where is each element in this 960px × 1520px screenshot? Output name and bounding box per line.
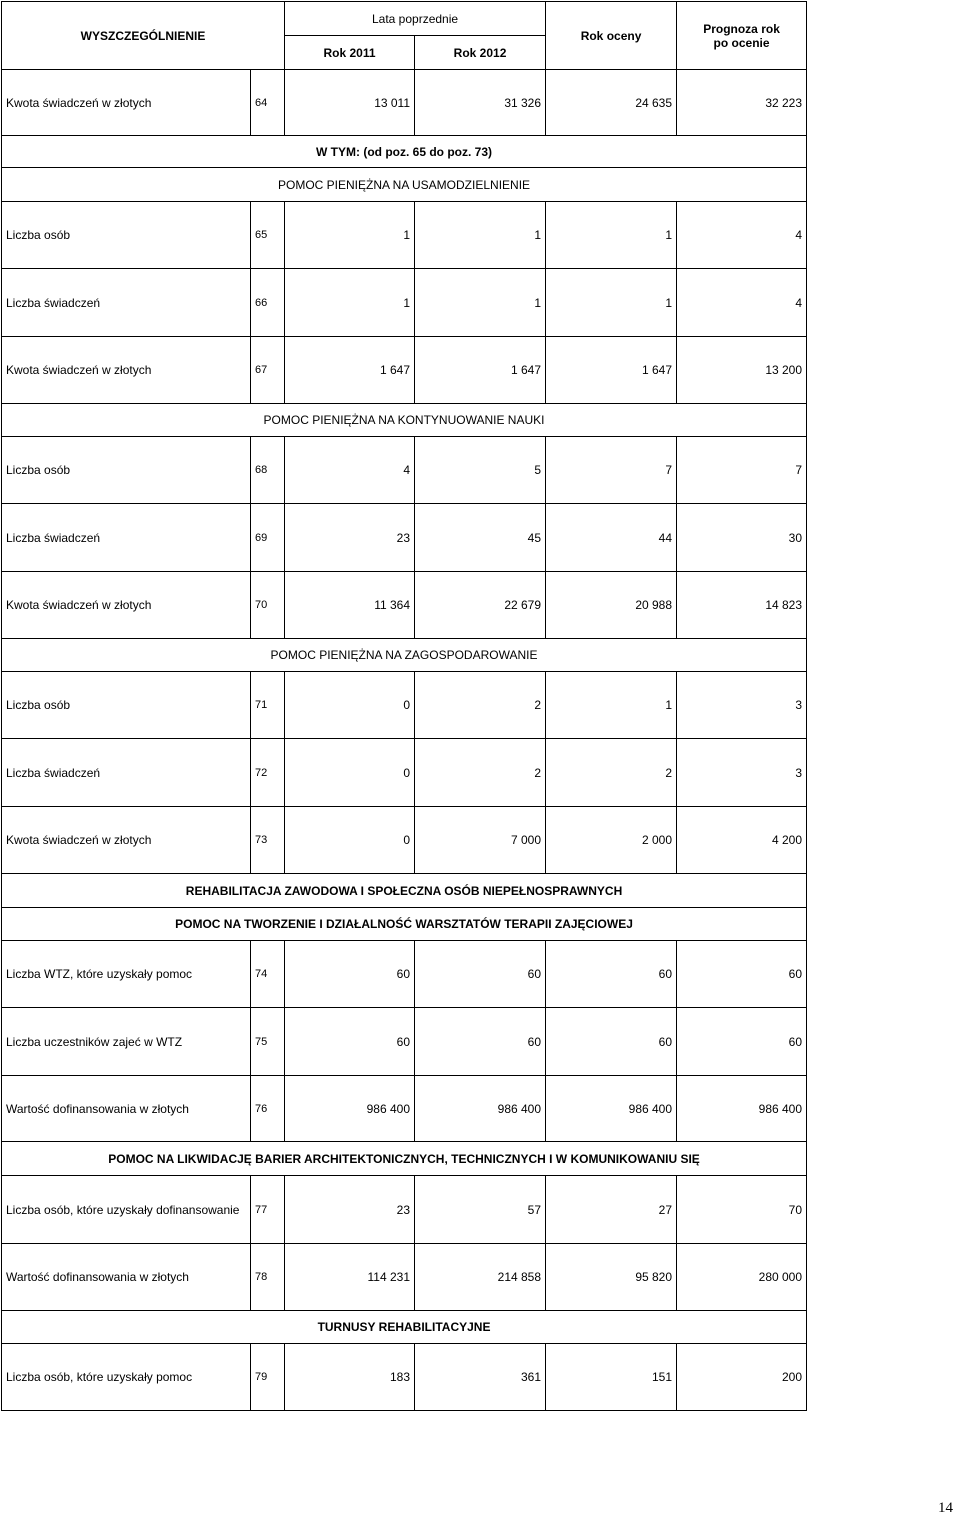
table-row [2, 202, 807, 269]
value-2011: 183 [285, 1344, 415, 1411]
value-2011: 13 011 [285, 70, 415, 136]
row-label: Liczba osób, które uzyskały pomoc [2, 1344, 251, 1411]
value-2012: 2 [415, 739, 546, 807]
table-row [2, 1344, 807, 1411]
value-2012: 60 [415, 1008, 546, 1076]
row-label: Kwota świadczeń w złotych [2, 807, 251, 874]
value-forecast: 200 [677, 1344, 807, 1411]
value-evaluation: 151 [546, 1344, 677, 1411]
row-position: 65 [251, 202, 285, 269]
row-label: Liczba świadczeń [2, 269, 251, 337]
value-2011: 0 [285, 672, 415, 739]
section-heading: POMOC NA LIKWIDACJĘ BARIER ARCHITEKTONICZNYCH, TECHNICZNYCH I W KOMUNIKOWANIU SIĘ [2, 1142, 807, 1176]
value-evaluation: 2 [546, 739, 677, 807]
value-2012: 5 [415, 437, 546, 504]
table-row [2, 504, 807, 572]
value-forecast: 70 [677, 1176, 807, 1244]
value-2012: 57 [415, 1176, 546, 1244]
header-year-2012: Rok 2012 [415, 36, 546, 70]
row-label: Liczba osób [2, 202, 251, 269]
section-heading: REHABILITACJA ZAWODOWA I SPOŁECZNA OSÓB NIEPEŁNOSPRAWNYCH [2, 874, 807, 908]
table-row [2, 1244, 807, 1311]
value-2011: 986 400 [285, 1076, 415, 1142]
row-position: 67 [251, 337, 285, 404]
value-forecast: 60 [677, 941, 807, 1008]
value-evaluation: 7 [546, 437, 677, 504]
row-position: 68 [251, 437, 285, 504]
row-label: Liczba świadczeń [2, 739, 251, 807]
row-position: 64 [251, 70, 285, 136]
value-2011: 0 [285, 739, 415, 807]
value-2012: 214 858 [415, 1244, 546, 1311]
row-label: Liczba uczestników zajeć w WTZ [2, 1008, 251, 1076]
value-2011: 1 [285, 202, 415, 269]
row-label: Kwota świadczeń w złotych [2, 572, 251, 639]
row-position: 78 [251, 1244, 285, 1311]
value-2011: 23 [285, 504, 415, 572]
value-2011: 1 647 [285, 337, 415, 404]
header-evaluation-year: Rok oceny [546, 2, 677, 70]
value-evaluation: 60 [546, 1008, 677, 1076]
value-2012: 45 [415, 504, 546, 572]
value-2011: 4 [285, 437, 415, 504]
row-label: Liczba osób [2, 437, 251, 504]
row-label: Kwota świadczeń w złotych [2, 337, 251, 404]
row-position: 69 [251, 504, 285, 572]
row-position: 79 [251, 1344, 285, 1411]
page-number: 14 [938, 1500, 953, 1516]
value-forecast: 4 200 [677, 807, 807, 874]
value-evaluation: 1 [546, 269, 677, 337]
table-row [2, 807, 807, 874]
value-evaluation: 1 [546, 672, 677, 739]
value-evaluation: 1 [546, 202, 677, 269]
row-position: 75 [251, 1008, 285, 1076]
value-evaluation: 95 820 [546, 1244, 677, 1311]
row-label: Liczba osób [2, 672, 251, 739]
header-forecast [677, 2, 807, 70]
value-2011: 0 [285, 807, 415, 874]
value-forecast: 32 223 [677, 70, 807, 136]
value-2012: 7 000 [415, 807, 546, 874]
value-evaluation: 60 [546, 941, 677, 1008]
section-heading: TURNUSY REHABILITACYJNE [2, 1311, 807, 1344]
value-2012: 1 [415, 202, 546, 269]
value-2012: 1 647 [415, 337, 546, 404]
header-description: WYSZCZEGÓLNIENIE [2, 2, 285, 70]
row-label: Liczba WTZ, które uzyskały pomoc [2, 941, 251, 1008]
value-evaluation: 27 [546, 1176, 677, 1244]
table-row [2, 1008, 807, 1076]
statistics-table [1, 1, 807, 1411]
value-2012: 22 679 [415, 572, 546, 639]
value-forecast: 7 [677, 437, 807, 504]
row-label: Wartość dofinansowania w złotych [2, 1076, 251, 1142]
table-row [2, 437, 807, 504]
row-position: 70 [251, 572, 285, 639]
row-label: Kwota świadczeń w złotych [2, 70, 251, 136]
value-forecast: 986 400 [677, 1076, 807, 1142]
table-row [2, 941, 807, 1008]
row-position: 71 [251, 672, 285, 739]
row-position: 77 [251, 1176, 285, 1244]
value-2011: 11 364 [285, 572, 415, 639]
row-label: Wartość dofinansowania w złotych [2, 1244, 251, 1311]
value-forecast: 280 000 [677, 1244, 807, 1311]
header-forecast-line2: po ocenie [713, 35, 770, 50]
section-heading: POMOC PIENIĘŻNA NA ZAGOSPODAROWANIE [2, 639, 807, 672]
value-2011: 60 [285, 1008, 415, 1076]
row-label: Liczba świadczeń [2, 504, 251, 572]
value-2011: 60 [285, 941, 415, 1008]
row-position: 76 [251, 1076, 285, 1142]
value-forecast: 30 [677, 504, 807, 572]
table-row [2, 337, 807, 404]
table-row [2, 739, 807, 807]
value-forecast: 13 200 [677, 337, 807, 404]
table-row [2, 1176, 807, 1244]
row-position: 72 [251, 739, 285, 807]
value-evaluation: 1 647 [546, 337, 677, 404]
table-row [2, 269, 807, 337]
row-position: 73 [251, 807, 285, 874]
value-forecast: 4 [677, 202, 807, 269]
value-2012: 60 [415, 941, 546, 1008]
value-evaluation: 24 635 [546, 70, 677, 136]
section-heading: POMOC NA TWORZENIE I DZIAŁALNOŚĆ WARSZTATÓW TERAPII ZAJĘCIOWEJ [2, 908, 807, 941]
value-evaluation: 44 [546, 504, 677, 572]
row-position: 74 [251, 941, 285, 1008]
value-forecast: 3 [677, 739, 807, 807]
value-evaluation: 20 988 [546, 572, 677, 639]
section-heading: POMOC PIENIĘŻNA NA KONTYNUOWANIE NAUKI [2, 404, 807, 437]
row-label: Liczba osób, które uzyskały dofinansowanie [2, 1176, 251, 1244]
value-forecast: 60 [677, 1008, 807, 1076]
section-heading: W TYM: (od poz. 65 do poz. 73) [2, 136, 807, 168]
header-year-2011: Rok 2011 [285, 36, 415, 70]
value-2011: 23 [285, 1176, 415, 1244]
value-2012: 2 [415, 672, 546, 739]
value-2012: 986 400 [415, 1076, 546, 1142]
value-2012: 361 [415, 1344, 546, 1411]
value-evaluation: 986 400 [546, 1076, 677, 1142]
value-2011: 114 231 [285, 1244, 415, 1311]
header-forecast-line1: Prognoza rok [703, 21, 780, 36]
value-2011: 1 [285, 269, 415, 337]
section-heading: POMOC PIENIĘŻNA NA USAMODZIELNIENIE [2, 168, 807, 202]
table-row [2, 672, 807, 739]
header-previous-years: Lata poprzednie [285, 2, 546, 36]
table-row [2, 572, 807, 639]
value-2012: 1 [415, 269, 546, 337]
row-position: 66 [251, 269, 285, 337]
value-forecast: 14 823 [677, 572, 807, 639]
value-forecast: 4 [677, 269, 807, 337]
table-row [2, 1076, 807, 1142]
table-row [2, 70, 807, 136]
value-2012: 31 326 [415, 70, 546, 136]
value-forecast: 3 [677, 672, 807, 739]
value-evaluation: 2 000 [546, 807, 677, 874]
